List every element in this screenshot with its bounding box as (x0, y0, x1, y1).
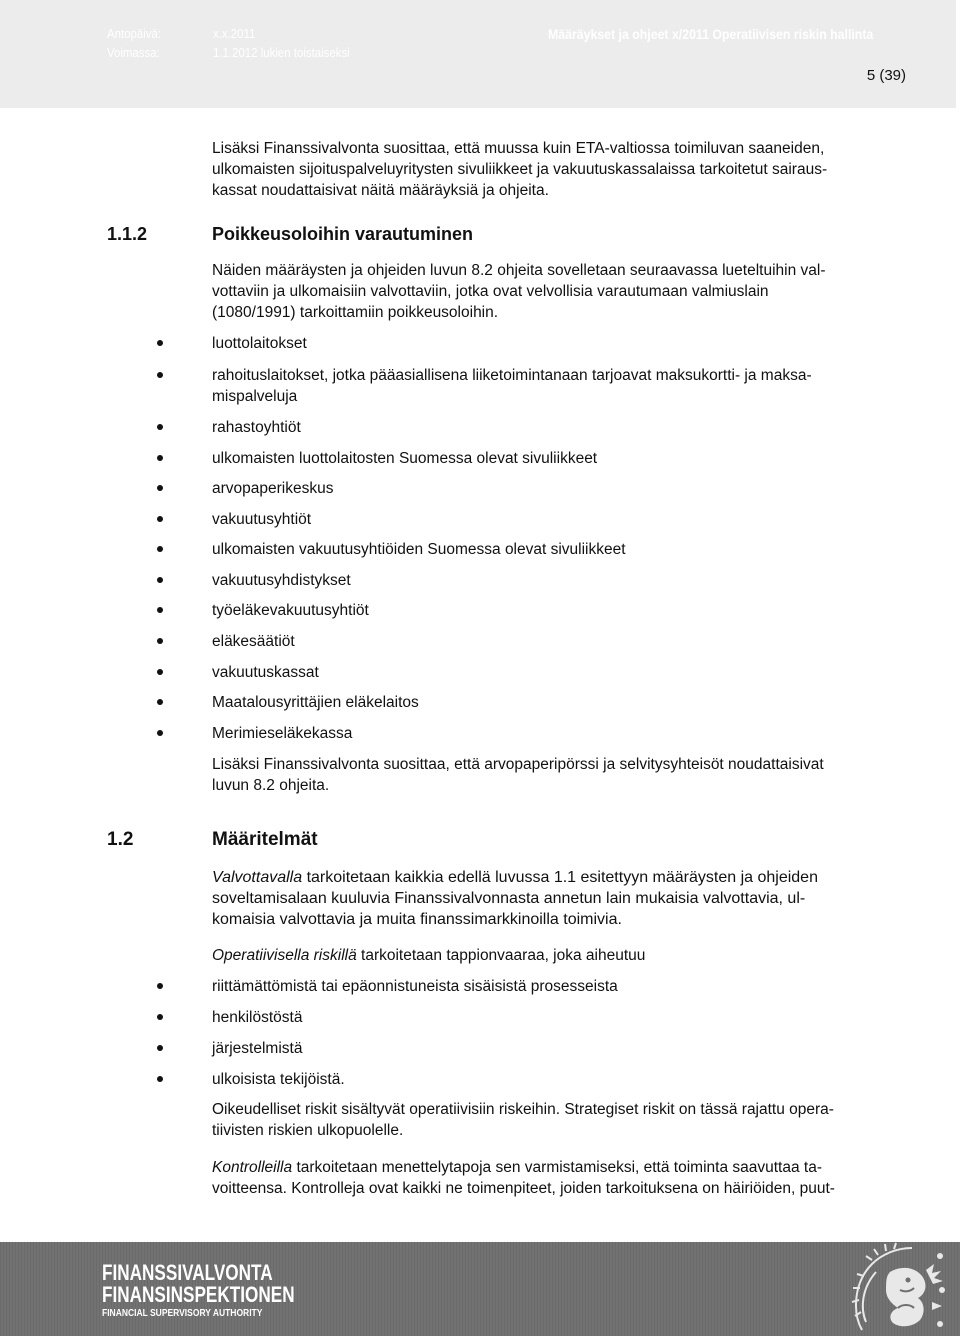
definition-operatiivinen-riski (212, 945, 902, 966)
bullet-icon (157, 1014, 163, 1020)
bullet-icon (157, 577, 163, 583)
definition-text: tarkoitetaan menettelytapoja sen varmistamiseksi, että toiminta saavuttaa ta- (292, 1159, 822, 1176)
list-item-text: riittämättömistä tai epäonnistuneista sisäisistä prosesseista (212, 978, 618, 995)
list-item-text: työeläkevakuutusyhtiöt (212, 602, 369, 619)
document-title: Määräykset ja ohjeet x/2011 Operatiivisen riskin hallinta (548, 26, 874, 42)
text-line: Lisäksi Finanssivalvonta suosittaa, että muussa kuin ETA-valtiossa toimiluvan saaneiden, (212, 140, 825, 157)
bullet-icon (157, 485, 163, 491)
voimassa-value: 1.1.2012 lukien toistaiseksi (213, 45, 350, 60)
text-line (212, 945, 902, 966)
list-item (0, 509, 960, 530)
list-item (0, 600, 960, 621)
list-item (0, 692, 960, 713)
text-line: kassat noudattaisivat näitä määräyksiä ja ohjeita. (212, 182, 549, 199)
antopaiva-label: Antopäivä: (107, 26, 162, 41)
defined-term: Kontrolleilla (212, 1159, 293, 1176)
bullet-icon (157, 699, 163, 705)
list-item (0, 631, 960, 652)
text-line: Oikeudelliset riskit sisältyvät operatiivisiin riskeihin. Strategiset riskit on tässä rajattu opera- (212, 1101, 834, 1118)
definition-text: tarkoitetaan tappionvaaraa, joka aiheutuu (356, 947, 646, 964)
text-line: voitteensa. Kontrolleja ovat kaikki ne toimenpiteet, joiden tarkoituksena on häiriöiden, puut- (212, 1180, 835, 1197)
list-item-text (212, 365, 812, 407)
list-item-text: ulkomaisten vakuutusyhtiöiden Suomessa olevat sivuliikkeet (212, 541, 626, 558)
text-line: (1080/1991) tarkoittamiin poikkeusoloihin. (212, 304, 499, 321)
bullet-icon (157, 546, 163, 552)
text-line (212, 1157, 902, 1178)
list-item (0, 539, 960, 560)
intro-paragraph (212, 138, 902, 201)
list-item-text: ulkoisista tekijöistä. (212, 1071, 345, 1088)
list-item (0, 417, 960, 438)
text-line: ulkomaisten sijoituspalveluyritysten sivuliikkeet ja vakuutuskassalaissa tarkoitetut sairaus- (212, 161, 828, 178)
list-item (0, 662, 960, 683)
list-item-text: Maatalousyrittäjien eläkelaitos (212, 694, 419, 711)
list-item (0, 478, 960, 499)
defined-term: Valvottavalla (212, 869, 303, 886)
text-line: Lisäksi Finanssivalvonta suosittaa, että arvopaperipörssi ja selvitysyhteisöt noudattaisivat (212, 756, 824, 773)
section-number: 1.2 (107, 829, 134, 850)
bullet-icon (157, 983, 163, 989)
bullet-icon (157, 607, 163, 613)
list-item (0, 1069, 960, 1090)
list-item-text: luottolaitokset (212, 335, 307, 352)
list-item-text: vakuutusyhtiöt (212, 511, 312, 528)
bullet-icon (157, 1045, 163, 1051)
lion-emblem-icon (842, 1242, 950, 1336)
antopaiva-value: x.x.2011 (213, 26, 256, 41)
text-line: rahoituslaitokset, jotka pääasiallisena liiketoimintanaan tarjoavat maksukortti- ja maksa- (212, 367, 812, 384)
bullet-icon (157, 340, 163, 346)
text-line (212, 867, 902, 888)
list-item-text: vakuutusyhdistykset (212, 572, 351, 589)
list-item-text: eläkesäätiöt (212, 633, 295, 650)
bullet-icon (157, 372, 163, 378)
text-line: tiivisten riskien ulkopuolelle. (212, 1122, 404, 1139)
text-line: Näiden määräysten ja ohjeiden luvun 8.2 ohjeita sovelletaan seuraavassa lueteltuihin val- (212, 262, 826, 279)
list-item-text: henkilöstöstä (212, 1009, 303, 1026)
list-item (0, 976, 960, 997)
page-number: 5 (39) (866, 67, 906, 84)
list-item (0, 448, 960, 469)
section-number: 1.1.2 (107, 224, 148, 244)
bullet-icon (157, 638, 163, 644)
list-item (0, 1038, 960, 1059)
finanssivalvonta-logo (102, 1262, 349, 1320)
list-item (0, 570, 960, 591)
bullet-icon (157, 669, 163, 675)
logo-text-finnish: FINANSSIVALVONTA (102, 1260, 273, 1285)
closing-paragraph (212, 754, 902, 796)
bullet-icon (157, 1076, 163, 1082)
bullet-icon (157, 424, 163, 430)
list-item-text: ulkomaisten luottolaitosten Suomessa olevat sivuliikkeet (212, 450, 598, 467)
list-item-text: järjestelmistä (212, 1040, 303, 1057)
definition-kontrolli (212, 1157, 902, 1199)
list-item-text: Merimieseläkekassa (212, 725, 353, 742)
text-line: vottaviin ja ulkomaisiin valvottaviin, jotka ovat velvollisia varautumaan valmiuslain (212, 283, 769, 300)
definition-valvottava (212, 867, 902, 930)
section-paragraph (212, 260, 902, 323)
text-line: soveltamisalaan kuuluvia Finanssivalvonnasta annetun lain mukaisia valvottavia, ul- (212, 890, 806, 907)
list-item-text: vakuutuskassat (212, 664, 319, 681)
definition-text: tarkoitetaan kaikkia edellä luvussa 1.1 esitettyyn määräysten ja ohjeiden (302, 869, 818, 886)
section-title: Poikkeusoloihin varautuminen (212, 224, 474, 244)
voimassa-label: Voimassa: (107, 45, 160, 60)
text-line: mispalveluja (212, 388, 298, 405)
list-item (0, 723, 960, 744)
bullet-icon (157, 516, 163, 522)
page-footer (0, 1242, 960, 1336)
logo-text-english: FINANCIAL SUPERVISORY AUTHORITY (102, 1308, 263, 1319)
bullet-icon (157, 455, 163, 461)
defined-term: Operatiivisella riskillä (212, 947, 357, 964)
legal-risk-paragraph (212, 1099, 902, 1141)
list-item-text: rahastoyhtiöt (212, 419, 301, 436)
bullet-icon (157, 730, 163, 736)
text-line: luvun 8.2 ohjeita. (212, 777, 330, 794)
logo-text-swedish: FINANSINSPEKTIONEN (102, 1282, 295, 1307)
page-header (0, 0, 956, 108)
section-title: Määritelmät (212, 829, 318, 850)
list-item-text: arvopaperikeskus (212, 480, 334, 497)
list-item (0, 365, 960, 407)
list-item (0, 333, 960, 354)
list-item (0, 1007, 960, 1028)
text-line: komaisia valvottavia ja muita finanssimarkkinoilla toimivia. (212, 911, 622, 928)
